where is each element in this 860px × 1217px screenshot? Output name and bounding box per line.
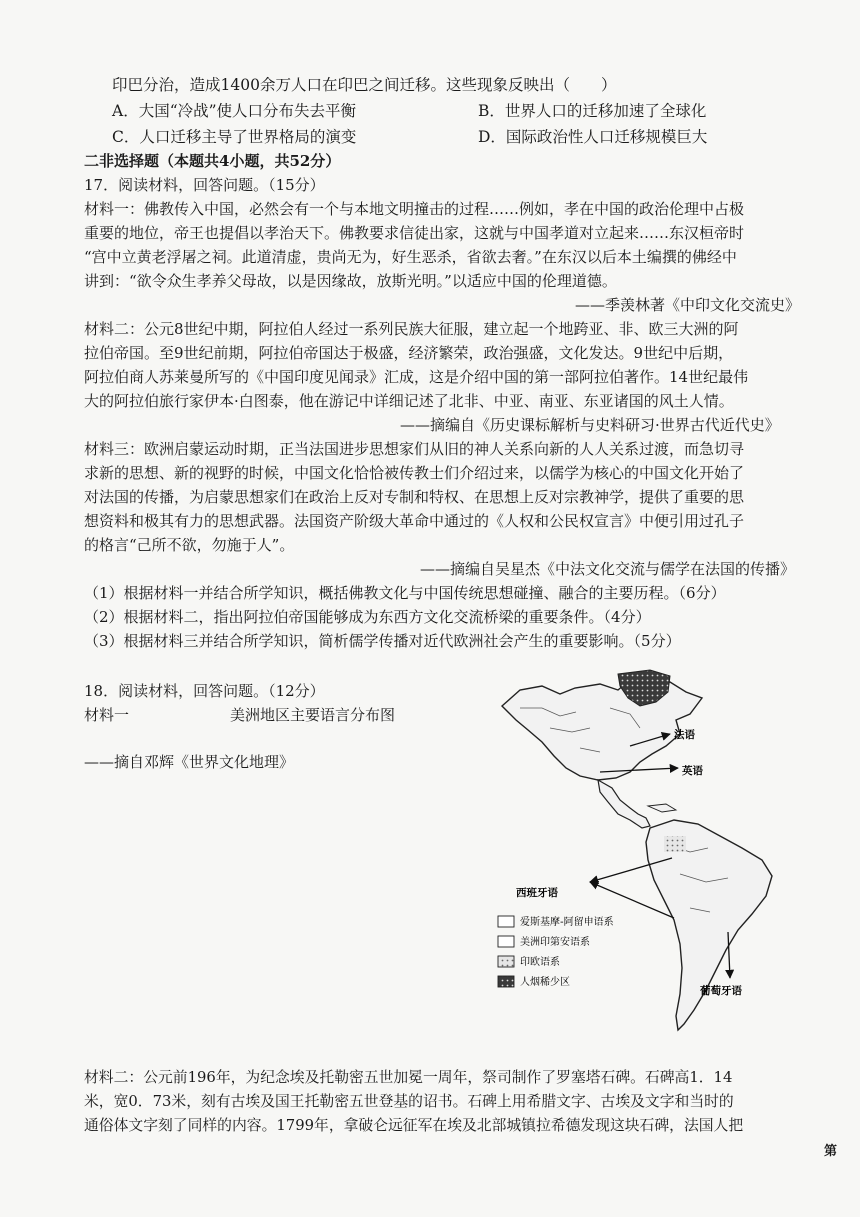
q17-m2-line: 大的阿拉伯旅行家伊本·白图泰，他在游记中详细记述了北非、中亚、南亚、东亚诸国的风土人情。 [84,392,734,410]
q17-m2-line: 阿拉伯商人苏莱曼所写的《中国印度见闻录》汇成，这是介绍中国的第一部阿拉伯著作。14世纪最伟 [84,368,749,386]
label-french: 法语 [674,729,695,741]
q17-m3-line: 想资料和极其有力的思想武器。法国资产阶级大革命中通过的《人权和公民权宣言》中便引用过孔子 [84,512,745,530]
q17-m1-source: ——季羡林著《中印文化交流史》 [575,296,801,314]
q18-m1-label: 材料一 [84,706,130,724]
q17-m1-line: 重要的地位，帝王也提倡以孝治天下。佛教要求信徒出家，这就与中国孝道对立起来……东汉桓帝时 [84,224,745,242]
q17-question-2: （2）根据材料二，指出阿拉伯帝国能够成为东西方文化交流桥梁的重要条件。（4分） [84,608,651,626]
americas-language-map [480,668,810,1038]
legend-sparse: 人烟稀少区 [520,977,570,988]
legend-eskimo: 爱斯基摩-阿留申语系 [520,917,614,928]
q16-option-c[interactable]: C．人口迁移主导了世界格局的演变 [112,128,357,146]
central-america-shape [598,780,650,828]
legend-swatch-eskimo [498,916,514,927]
legend-indo-european: 印欧语系 [520,957,560,968]
q17-m1-line: 讲到：“欲令众生孝养父母故，以是因缘故，放斯光明。”以适应中国的伦理道德。 [84,272,617,290]
q16-option-b[interactable]: B．世界人口的迁移加速了全球化 [478,102,707,120]
map-title: 美洲地区主要语言分布图 [230,706,396,724]
q18-m1-source: ——摘自邓辉《世界文化地理》 [84,753,295,771]
q17-m3-line: 材料三：欧洲启蒙运动时期，正当法国进步思想家们从旧的神人关系向新的人人关系过渡，而急切寻 [84,440,745,458]
q17-m3-line: 求新的思想、新的视野的时候，中国文化恰恰被传教士们介绍过来，以儒学为核心的中国文化开始了 [84,464,745,482]
q18-heading: 18．阅读材料，回答问题。（12分） [84,682,325,700]
q18-m2-line: 米，宽0．73米，刻有古埃及国王托勒密五世登基的诏书。石碑上用希腊文字、古埃及文字和当时的 [84,1093,734,1110]
q17-m1-line: 材料一：佛教传入中国，必然会有一个与本地文明撞击的过程……例如，孝在中国的政治伦理中占极 [84,200,745,218]
label-english: 英语 [682,765,703,777]
north-america-shape [502,680,702,780]
q17-heading: 17．阅读材料，回答问题。（15分） [84,176,325,194]
q17-m2-source: ——摘编自《历史课标解析与史料研习·世界古代近代史》 [400,416,780,434]
q16-option-d[interactable]: D．国际政治性人口迁移规模巨大 [478,128,708,146]
legend-swatch-sparse [498,976,514,987]
q18-m2-line: 材料二：公元前196年，为纪念埃及托勒密五世加冕一周年，祭司制作了罗塞塔石碑。石碑高1．14 [84,1069,733,1086]
q17-m2-line: 材料二：公元8世纪中期，阿拉伯人经过一系列民族大征服，建立起一个地跨亚、非、欧三大洲的阿 [84,320,739,338]
q17-m3-line: 的格言“己所不欲，勿施于人”。 [84,536,295,554]
q17-m3-line: 对法国的传播，为启蒙思想家们在政治上反对专制和特权、在思想上反对宗教神学，提供了重要的思 [84,488,745,506]
q16-option-a[interactable]: A．大国“冷战”使人口分布失去平衡 [112,102,357,120]
q17-question-3: （3）根据材料三并结合所学知识，简析儒学传播对近代欧洲社会产生的重要影响。（5分） [84,632,681,650]
label-spanish: 西班牙语 [516,887,558,899]
q18-m2-line: 通俗体文字刻了同样的内容。1799年，拿破仑远征军在埃及北部城镇拉希德发现这块石碑，法国人把 [84,1117,744,1134]
section-title: 二非选择题（本题共4小题，共52分） [84,152,341,170]
legend-indian: 美洲印第安语系 [520,937,590,948]
q17-m2-line: 拉伯帝国。至9世纪前期，阿拉伯帝国达于极盛，经济繁荣，政治强盛，文化发达。9世纪中后期， [84,344,734,362]
q17-m3-source: ——摘编自吴星杰《中法文化交流与儒学在法国的传播》 [420,560,796,578]
q16-stem-tail: 印巴分治，造成1400余万人口在印巴之间迁移。这些现象反映出（ ） [112,76,617,94]
q17-question-1: （1）根据材料一并结合所学知识，概括佛教文化与中国传统思想碰撞、融合的主要历程。（6分） [84,584,726,602]
page-marker: 第 [824,1144,838,1159]
legend-swatch-indo-european [498,956,514,967]
label-portuguese: 葡萄牙语 [700,985,742,997]
q17-m1-line: “宫中立黄老浮屠之祠。此道清虚，贵尚无为，好生恶杀，省欲去奢。”在东汉以后本土编撰的佛经中 [84,248,737,266]
legend-swatch-indian [498,936,514,947]
